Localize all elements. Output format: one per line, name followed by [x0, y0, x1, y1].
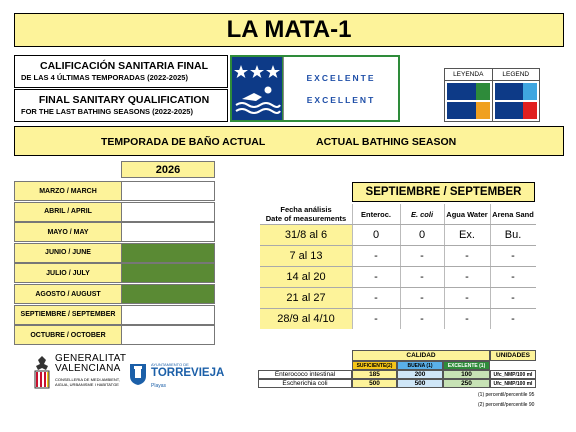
rating-icons: [232, 57, 282, 120]
value-cell: -: [511, 292, 515, 304]
september-title: SEPTIEMBRE / SEPTEMBER: [352, 182, 535, 202]
unit-cell: Ufc_NMP/100 ml: [490, 370, 536, 379]
value-cell: -: [511, 271, 515, 283]
footnote-2: (2) percentil/percentile 90: [478, 402, 535, 408]
value-cell: -: [420, 250, 424, 262]
qualification-es-title: CALIFICACIÓN SANITARIA FINAL: [40, 60, 208, 72]
month-row: [14, 181, 215, 201]
date-cell: 14 al 20: [260, 267, 352, 287]
rating-label: [283, 57, 398, 120]
month-row: [14, 325, 215, 345]
value-cell: -: [511, 313, 515, 325]
month-row: [14, 263, 215, 283]
value-cell: -: [374, 271, 378, 283]
unit-cell: Ufc_NMP/100 ml: [490, 379, 536, 388]
legend-swatch-excellent: [476, 83, 490, 100]
month-row: [14, 243, 215, 263]
month-label: SEPTIEMBRE / SEPTEMBER: [14, 305, 121, 325]
page-title: LA MATA-1: [14, 13, 564, 47]
footnote-1: (1) percentil/percentile 95: [478, 392, 535, 398]
sep-column-header: E. coli: [410, 209, 434, 219]
season-label-es: TEMPORADA DE BAÑO ACTUAL: [101, 136, 266, 148]
generalitat-name-line2: VALENCIANA: [55, 363, 121, 374]
threshold-value: 250: [443, 379, 490, 388]
threshold-value: 100: [443, 370, 490, 379]
month-label: MARZO / MARCH: [14, 181, 121, 201]
season-label-en: ACTUAL BATHING SEASON: [316, 136, 457, 148]
units-header: UNIDADES: [490, 350, 536, 361]
month-row: [14, 202, 215, 222]
month-cell: [121, 202, 215, 222]
quality-header: CALIDAD: [352, 350, 490, 361]
threshold-value: 200: [397, 370, 443, 379]
generalitat-department-line1: CONSELLERIA DE MEDI AMBIENT,: [55, 377, 120, 382]
torrevieja-subtitle: Playas: [151, 383, 167, 389]
torrevieja-name: TORREVIEJA: [151, 367, 225, 379]
date-column-header-es: Fecha análisis: [280, 205, 332, 214]
three-stars-swimmer-icon: [232, 57, 282, 120]
value-cell: -: [465, 250, 469, 262]
legend-swatch-sufficient: [476, 102, 490, 119]
value-cell: -: [420, 271, 424, 283]
month-row: [14, 284, 215, 304]
value-cell: -: [374, 313, 378, 325]
quality-column-header: EXCELENTE (1): [443, 361, 490, 370]
threshold-value: 185: [352, 370, 397, 379]
legend-tab-es[interactable]: LEYENDA: [445, 69, 493, 80]
season-banner: [14, 126, 564, 156]
parameter-name: Enterococo intestinal: [258, 370, 352, 379]
threshold-value: 500: [397, 379, 443, 388]
month-label: OCTUBRE / OCTOBER: [14, 325, 121, 345]
rating-label-es: EXCELENTE: [306, 72, 376, 83]
qualification-en-subtitle: FOR THE LAST BATHING SEASONS (2022-2025): [21, 107, 193, 116]
legend-swimmer-icon: [495, 83, 524, 100]
month-sampled-cell: [121, 284, 215, 304]
legend-swimmer-icon: [447, 83, 476, 100]
month-cell: [121, 325, 215, 345]
value-cell: -: [374, 250, 378, 262]
month-label: AGOSTO / AUGUST: [14, 284, 121, 304]
value-cell: -: [374, 292, 378, 304]
value-cell: 0: [372, 229, 380, 241]
generalitat-department-line2: AIGUA, URBANISME I HABITATGE: [55, 382, 119, 387]
month-label: MAYO / MAY: [14, 222, 121, 242]
value-cell: -: [511, 250, 515, 262]
sep-column-header: Arena Sand: [492, 209, 534, 219]
torrevieja-shield-icon: [128, 362, 148, 386]
value-cell: Ex.: [459, 229, 475, 241]
qualification-en: [14, 89, 228, 122]
quality-column-header: BUENA (1): [397, 361, 443, 370]
value-cell: -: [420, 313, 424, 325]
date-cell: 7 al 13: [260, 246, 352, 266]
month-sampled-cell: [121, 243, 215, 263]
value-cell: -: [465, 292, 469, 304]
legend[interactable]: [444, 68, 540, 122]
month-row: [14, 222, 215, 242]
parameter-name: Escherichia coli: [258, 379, 352, 388]
month-cell: [121, 305, 215, 325]
month-label: JUNIO / JUNE: [14, 243, 121, 263]
legend-swimmer-icon: [495, 102, 524, 119]
month-row: [14, 305, 215, 325]
sep-column-header: Agua Water: [446, 209, 488, 219]
qualification-es-subtitle: DE LAS 4 ÚLTIMAS TEMPORADAS (2022-2025): [21, 73, 188, 82]
value-cell: -: [465, 313, 469, 325]
generalitat-logo: [32, 354, 126, 390]
month-cell: [121, 222, 215, 242]
qualification-en-title: FINAL SANITARY QUALIFICATION: [38, 94, 210, 106]
month-label: ABRIL / APRIL: [14, 202, 121, 222]
month-label: JULIO / JULY: [14, 263, 121, 283]
value-cell: -: [465, 271, 469, 283]
legend-tab-en[interactable]: LEGEND: [502, 71, 530, 78]
value-cell: -: [420, 292, 424, 304]
threshold-value: 500: [352, 379, 397, 388]
month-cell: [121, 181, 215, 201]
date-column-header: [260, 204, 352, 224]
date-column-header-en: Date of measurements: [265, 214, 347, 223]
year-header: 2026: [121, 161, 215, 178]
generalitat-bat-icon: [32, 354, 52, 390]
rating-label-en: EXCELLENT: [306, 94, 376, 105]
legend-swimmer-icon: [447, 102, 476, 119]
legend-swatch-good: [523, 83, 537, 100]
date-cell: 31/8 al 6: [260, 225, 352, 245]
generalitat-name-line1: GENERALITAT: [55, 353, 127, 364]
date-cell: 21 al 27: [260, 288, 352, 308]
date-cell: 28/9 al 4/10: [260, 309, 352, 329]
legend-swatch-poor: [523, 102, 537, 119]
quality-column-header: SUFICIENTE(2): [352, 361, 397, 370]
month-sampled-cell: [121, 263, 215, 283]
torrevieja-logo: [128, 362, 224, 389]
qualification-es: [14, 55, 228, 88]
value-cell: 0: [418, 229, 426, 241]
torrevieja-council-label: AYUNTAMIENTO DE: [151, 362, 189, 367]
sep-column-header: Enteroc.: [360, 209, 391, 219]
value-cell: Bu.: [504, 229, 522, 241]
